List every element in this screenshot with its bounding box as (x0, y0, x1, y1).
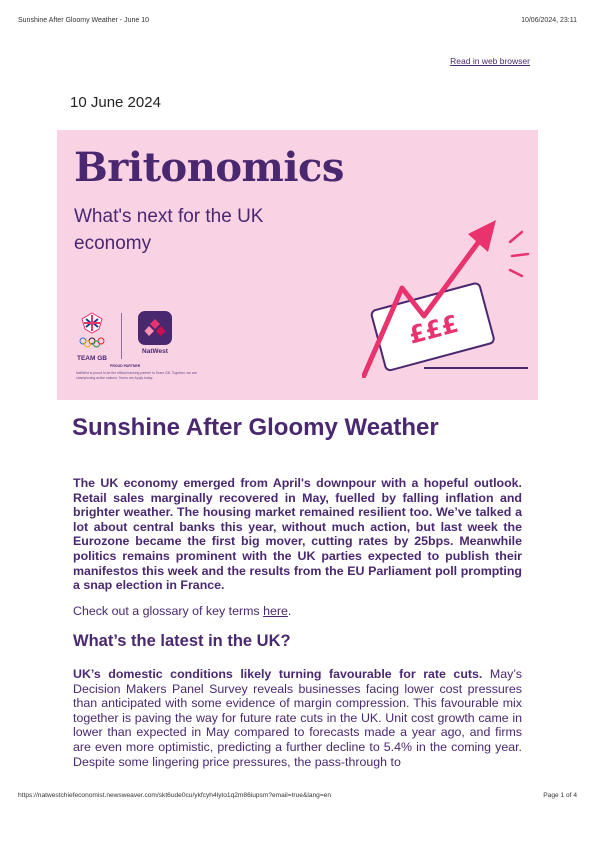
banner-subtitle: What's next for the UK economy (74, 206, 264, 254)
banner-title: Britonomics (74, 144, 344, 191)
team-gb-lion-icon (77, 311, 107, 349)
glossary-link[interactable]: here (263, 604, 288, 618)
glossary-suffix: . (287, 604, 292, 618)
section-text: May’s Decision Makers Panel Survey reveals businesses facing lower cost pressures than anticipated with some evidence of margin compression. This favourable mix together is paving the way for future rate cuts in the UK. Unit cost growth came in lower than expected in May compared to forecasts made a year ago, and firms are even more optimistic, predicting a further decline to 5.4% in the coming year. Despite some lingering price pressures, the pass-through to (73, 667, 522, 769)
print-datetime: 10/06/2024, 23:11 (521, 17, 577, 24)
sparkle-line (510, 232, 522, 242)
sparkle-line (512, 254, 528, 256)
pound-signs: £££ (405, 309, 462, 350)
print-header (18, 17, 577, 24)
pound-card-icon (371, 282, 495, 371)
rising-arrow-illustration (362, 218, 538, 378)
glossary-line (73, 604, 291, 618)
sparkle-line (510, 270, 522, 276)
section-lead: UK’s domestic conditions likely turning favourable for rate cuts. (73, 667, 483, 681)
logo-divider (121, 313, 122, 359)
section-heading: What’s the latest in the UK? (73, 632, 291, 650)
print-footer (18, 792, 577, 799)
page-number: Page 1 of 4 (543, 792, 577, 799)
proud-partner-label: PROUD PARTNER (110, 364, 141, 368)
natwest-cubes-icon (138, 311, 172, 345)
team-gb-logo (76, 311, 108, 362)
team-gb-label: TEAM GB (77, 355, 107, 362)
read-in-browser-link[interactable]: Read in web browser (450, 56, 530, 66)
glossary-prefix: Check out a glossary of key terms (73, 604, 264, 618)
natwest-label: NatWest (142, 348, 168, 355)
natwest-logo (135, 311, 175, 355)
print-title: Sunshine After Gloomy Weather - June 10 (18, 17, 149, 24)
print-url: https://natwestchiefeconomist.newsweaver.com/skt6ude0cu/ykfcyh4lyto1q2m86iupsm?email=true&lang=en (18, 792, 332, 799)
headline: Sunshine After Gloomy Weather (72, 414, 439, 441)
banner-fine-print: NatWest is proud to be the official banking partner to Team GB. Together, we are championing active nations. Terms are Apply today. (76, 371, 197, 380)
intro-paragraph: The UK economy emerged from April's downpour with a hopeful outlook. Retail sales marginally recovered in May, fuelled by falling inflation and brighter weather. The housing market remained resilient too. We’ve talked a lot about central banks this year, without much action, but last week the Eurozone became the first big mover, cutting rates by 25bps. Meanwhile politics remains prominent with the UK parties expected to publish their manifestos this week and the results from the EU Parliament poll prompting a snap election in France. (73, 476, 522, 593)
britonomics-banner (57, 130, 538, 400)
issue-date: 10 June 2024 (70, 94, 161, 111)
section-paragraph (73, 667, 522, 769)
